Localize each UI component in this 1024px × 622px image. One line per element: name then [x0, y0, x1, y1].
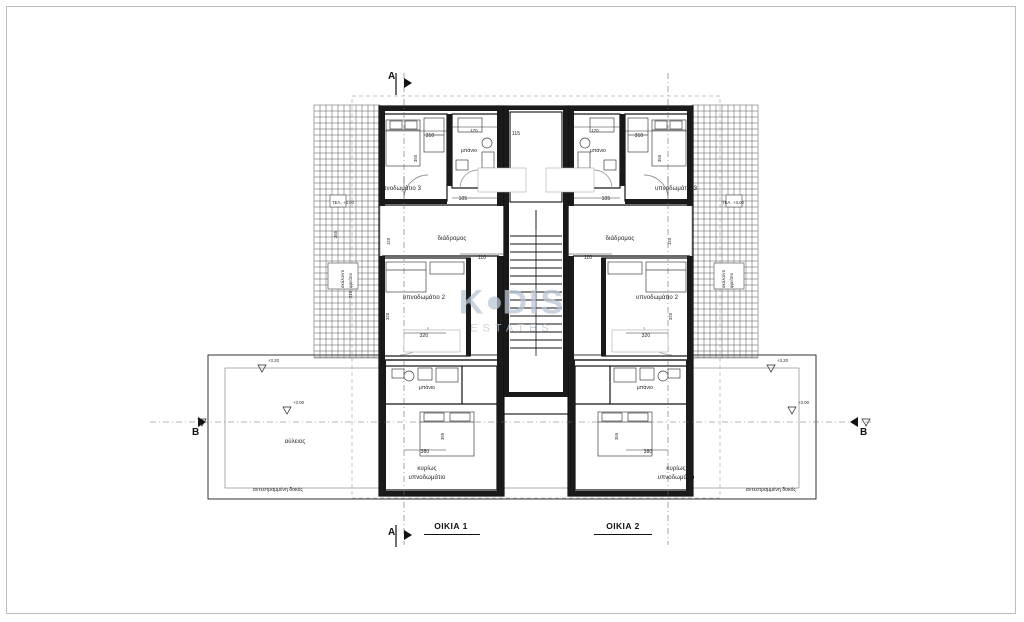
dimension-text: 355 — [413, 154, 418, 162]
dimension-text: 170 — [591, 128, 599, 133]
annotation-shaft-left-2: φρεάτιο — [348, 273, 353, 288]
dimension-text: 355 — [614, 432, 619, 440]
room-label-master-line2-h1: υπνοδωμάτιο — [408, 475, 446, 481]
section-mark-b-left: B — [192, 427, 200, 438]
dimension-text: 105 — [601, 196, 611, 202]
level-marker: TEΛ. +3.00 — [332, 200, 355, 205]
room-label-bedroom3-h2: υπνοδωμάτιο 3 — [654, 186, 698, 192]
dimension-text: 320 — [419, 333, 429, 339]
dimension-text: 355 — [440, 432, 445, 440]
room-label-master-line1-h2: κυρίως — [666, 466, 686, 472]
watermark-main-right: DIS — [502, 283, 566, 322]
annotation-shaft-right-1: σκάλα/ντι — [721, 269, 726, 288]
level-marker: +3.20 — [777, 358, 789, 363]
dimension-text: 320 — [385, 312, 390, 320]
room-label-corridor-h2: διάδρομος — [605, 236, 635, 242]
level-marker: +3.00 — [798, 400, 810, 405]
room-label-bathroom-upper-h2: μπάνιο — [589, 148, 607, 154]
annotation-beam-right: αντεστραμμένη δοκός — [745, 487, 797, 493]
house-title-1-underline — [424, 534, 480, 535]
dimension-text: 310 — [425, 133, 435, 139]
room-label-yard: αύλειος — [284, 439, 306, 445]
section-mark-a-top: A — [388, 71, 396, 82]
annotation-shaft-left-1: σκάλα/ντι — [340, 269, 345, 288]
annotation-shaft-right-2: φρεάτιο — [729, 273, 734, 288]
dimension-text: 170 — [470, 128, 478, 133]
room-label-master-line1-h1: κυρίως — [417, 466, 437, 472]
dimension-text: 320 — [668, 312, 673, 320]
dimension-text: 120 — [667, 237, 672, 245]
dimension-text: 110 — [477, 255, 487, 261]
house-title-2: ΟΙΚΙΑ 2 — [606, 521, 640, 531]
dimension-text: 380 — [420, 449, 430, 455]
watermark-main-left: K — [458, 283, 486, 322]
dimension-text: 380 — [643, 449, 653, 455]
dimension-text: 210 — [348, 290, 353, 298]
room-label-bathroom-lower-h2: μπάνιο — [636, 385, 654, 391]
dimension-text: 110 — [583, 255, 593, 261]
dimension-text: 115 — [511, 131, 521, 137]
room-label-corridor-h1: διάδρομος — [437, 236, 467, 242]
dimension-text: 355 — [333, 230, 338, 238]
house-title-2-underline — [594, 534, 652, 535]
dimension-text: 320 — [641, 333, 651, 339]
room-label-bathroom-lower-h1: μπάνιο — [418, 385, 436, 391]
section-mark-a-bottom: A — [388, 527, 396, 538]
annotation-beam-left: αντεστραμμένη δοκός — [252, 487, 304, 493]
section-mark-b-right: B — [860, 427, 868, 438]
room-label-master-line2-h2: υπνοδωμάτιο — [657, 475, 695, 481]
dimension-text: 105 — [458, 196, 468, 202]
dimension-text: 310 — [634, 133, 644, 139]
room-label-bedroom2-h1: υπνοδωμάτιο 2 — [402, 295, 446, 301]
watermark-sub: ESTATES — [470, 322, 554, 335]
room-label-bedroom3-h1: υπνοδωμάτιο 3 — [378, 186, 422, 192]
dimension-text: 355 — [657, 154, 662, 162]
level-marker: +3.20 — [268, 358, 280, 363]
room-label-bathroom-upper-h1: μπάνιο — [460, 148, 478, 154]
level-marker: +3.00 — [293, 400, 305, 405]
dimension-text: 120 — [386, 237, 391, 245]
house-title-1: ΟΙΚΙΑ 1 — [434, 521, 468, 531]
level-marker: TEΛ. +3.00 — [722, 200, 745, 205]
room-label-bedroom2-h2: υπνοδωμάτιο 2 — [635, 295, 679, 301]
